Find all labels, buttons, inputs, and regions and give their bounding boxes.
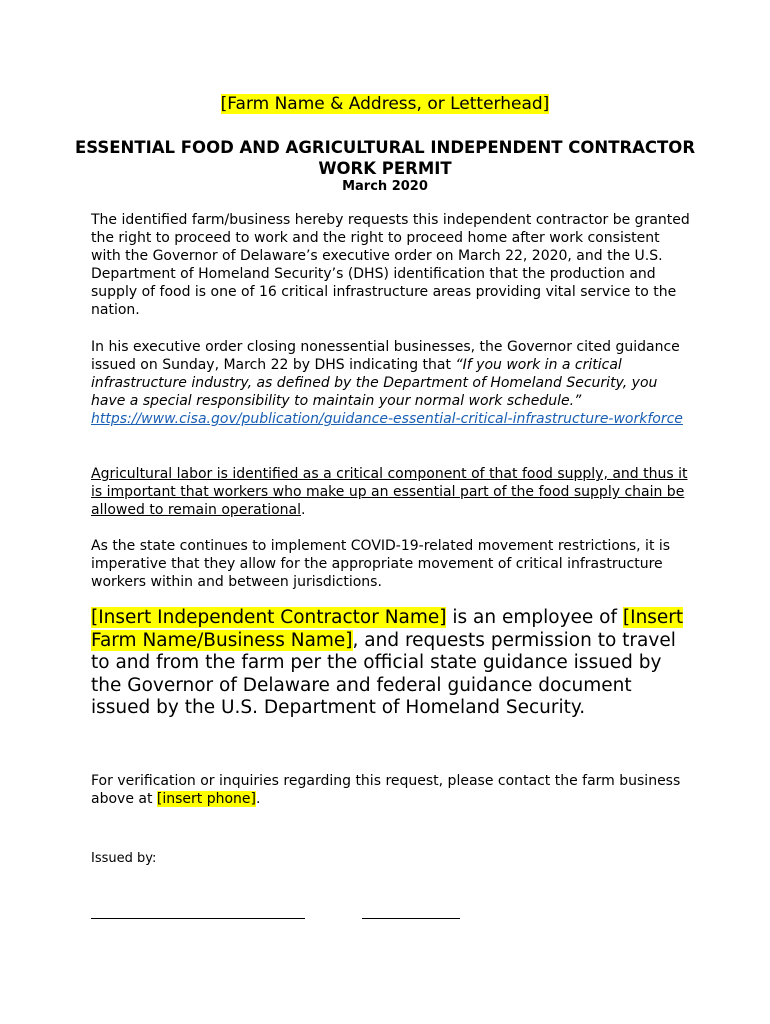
paragraph-employee-request: [91, 607, 691, 720]
paragraph-verification: [91, 772, 691, 808]
signature-line[interactable]: [91, 908, 305, 919]
phone-placeholder[interactable]: [insert phone]: [156, 791, 257, 807]
document-date: March 2020: [342, 179, 428, 194]
paragraph-executive-order: [91, 338, 691, 428]
date-line[interactable]: [362, 908, 460, 919]
employee-request-text-1: is an employee of: [446, 607, 623, 628]
issued-by-label: Issued by:: [91, 851, 157, 866]
document-title: ESSENTIAL FOOD AND AGRICULTURAL INDEPENDENT CONTRACTOR WORK PERMIT: [74, 138, 696, 178]
dhs-quote: “If you work in a critical infrastructure industry, as defined by the Department of Homeland Security, you have a special responsibility to maintain your normal work schedule.”: [91, 357, 658, 409]
letterhead-placeholder: [Farm Name & Address, or Letterhead]: [220, 94, 550, 114]
paragraph-agricultural-labor: [91, 465, 691, 519]
farm-name-placeholder[interactable]: [Insert Farm Name/Business Name]: [91, 607, 684, 651]
contractor-name-placeholder[interactable]: [Insert Independent Contractor Name]: [91, 607, 447, 628]
letterhead-line: [0, 93, 770, 115]
paragraph-executive-order-lead: In his executive order closing nonessential businesses, the Governor cited guidance issued on Sunday, March 22 by DHS indicating that: [91, 339, 680, 373]
agricultural-labor-underlined: Agricultural labor is identified as a critical component of that food supply, and thus it is important that workers who make up an essential part of the food supply chain be allowed to remain operational: [91, 466, 688, 518]
verification-text: For verification or inquiries regarding this request, please contact the farm business above at: [91, 773, 681, 807]
cisa-guidance-link[interactable]: https://www.cisa.gov/publication/guidance-essential-critical-infrastructure-workforce: [91, 411, 683, 427]
verification-end: .: [256, 791, 261, 807]
agricultural-labor-end: .: [301, 502, 306, 518]
employee-request-text-2: , and requests permission to travel to and from the farm per the official state guidance issued by the Governor of Delaware and federal guidance document issued by the U.S. Department of Homeland Security.: [91, 629, 676, 718]
paragraph-covid-restrictions: As the state continues to implement COVID-19-related movement restrictions, it is imperative that they allow for the appropriate movement of critical infrastructure workers within and between jurisdictions.: [91, 538, 671, 590]
paragraph-request: The identified farm/business hereby requests this independent contractor be granted the right to proceed to work and the right to proceed home after work consistent with the Governor of Delaware’s executive order on March 22, 2020, and the U.S. Department of Homeland Security’s (DHS) identification that the production and supply of food is one of 16 critical infrastructure areas providing vital service to the nation.: [91, 212, 690, 318]
